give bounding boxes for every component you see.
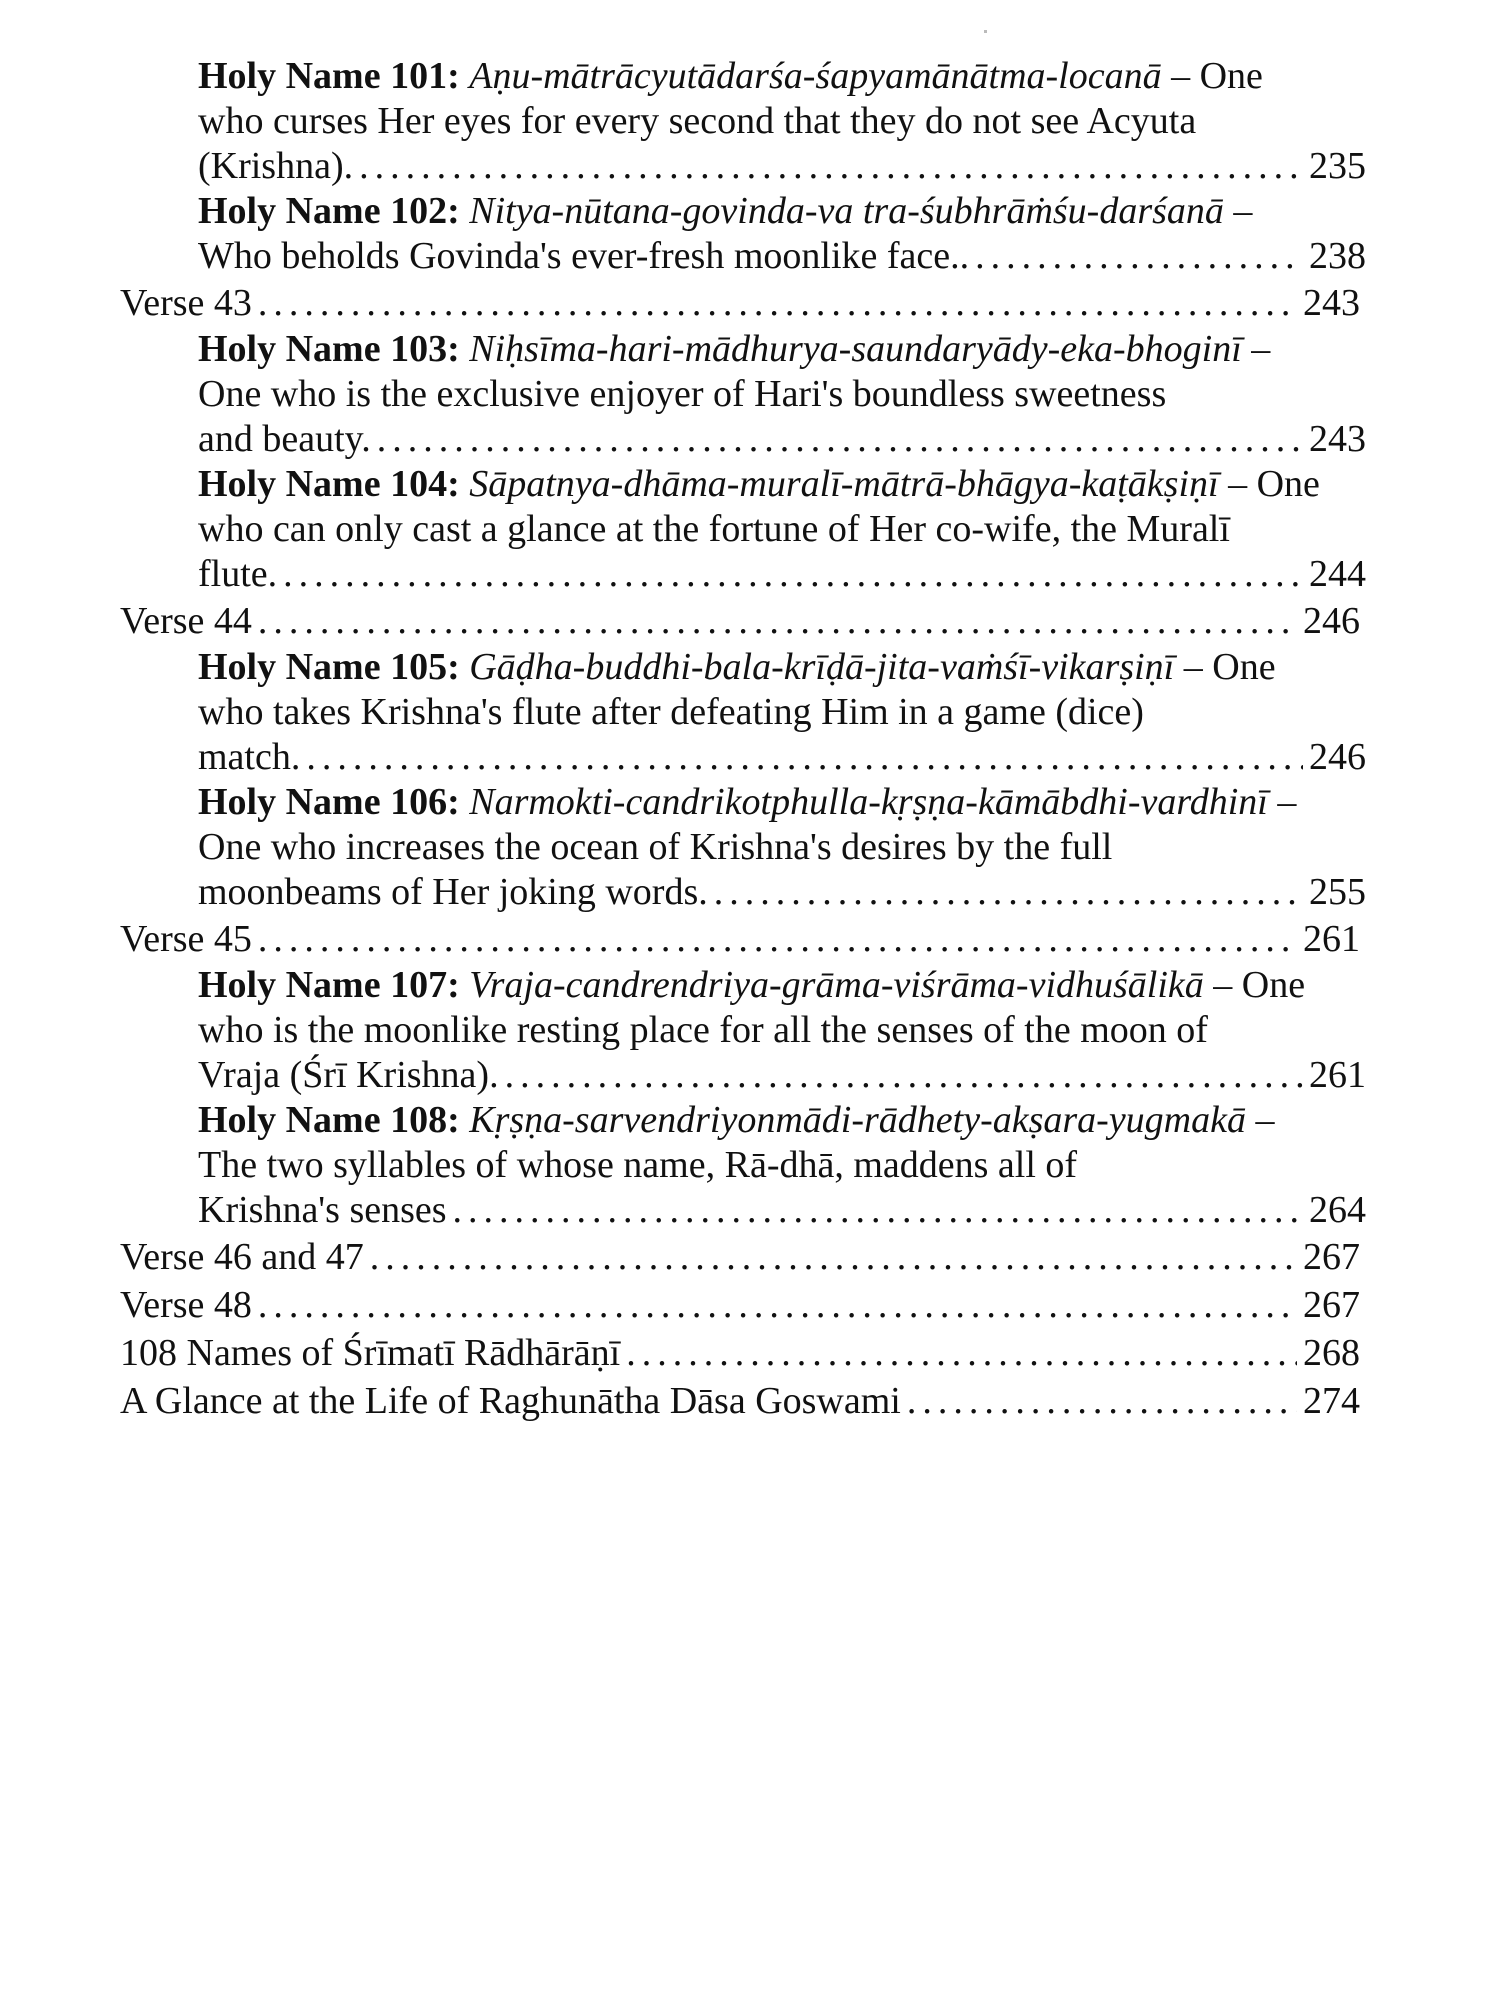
sanskrit-name: Gāḍha-buddhi-bala-krīḍā-jita-vaṁśī-vikarṣiṇī (469, 646, 1175, 688)
toc-holy-name-entry (120, 462, 1366, 597)
sanskrit-name: Kṛṣṇa-sarvendriyonmādi-rādhety-akṣara-yugmakā (469, 1099, 1246, 1141)
sanskrit-name: Vraja-candrendriya-grāma-viśrāma-vidhuśālikā (469, 964, 1204, 1006)
description-last-line: Vraja (Śrī Krishna). (198, 1054, 499, 1096)
holy-name-label: Holy Name 105: (198, 646, 460, 688)
dot-leader (907, 1377, 1297, 1425)
holy-name-label: Holy Name 107: (198, 964, 460, 1006)
description-line: – (1267, 781, 1297, 823)
page-number: 268 (1303, 1332, 1360, 1374)
sanskrit-name: Nitya-nūtana-govinda-va tra-śubhrāṁśu-darśanā (469, 190, 1224, 232)
dot-leader (258, 597, 1297, 645)
description-line: – One (1218, 463, 1320, 505)
toc-holy-name-entry (120, 189, 1366, 279)
dot-leader (453, 1188, 1303, 1233)
description-line: – One (1161, 55, 1263, 97)
dot-leader (626, 1329, 1297, 1377)
section-title: Verse 48 (120, 1284, 252, 1326)
toc-section-entry (120, 1329, 1360, 1377)
holy-name-label: Holy Name 102: (198, 190, 460, 232)
table-of-contents (120, 54, 1366, 1425)
description-line: – One (1203, 964, 1306, 1006)
page-number: 255 (1309, 871, 1366, 913)
toc-section-entry (120, 1281, 1360, 1329)
description-line: The two syllables of whose name, Rā-dhā, maddens all of (198, 1144, 1078, 1186)
dot-leader (258, 1281, 1297, 1329)
page-number: 267 (1303, 1236, 1360, 1278)
sanskrit-name: Sāpatnya-dhāma-muralī-mātrā-bhāgya-kaṭākṣiṇī (469, 463, 1219, 505)
toc-holy-name-entry (120, 963, 1366, 1098)
toc-section-entry (120, 597, 1360, 645)
page-number: 246 (1309, 736, 1366, 778)
page-number: 261 (1303, 918, 1360, 960)
sanskrit-name: Narmokti-candrikotphulla-kṛṣṇa-kāmābdhi-vardhinī (469, 781, 1268, 823)
dot-leader (377, 417, 1303, 462)
description-last-line: Krishna's senses (198, 1189, 447, 1231)
description-last-line: Who beholds Govinda's ever-fresh moonlike face.. (198, 235, 970, 277)
page-number: 267 (1303, 1284, 1360, 1326)
toc-holy-name-entry (120, 1098, 1366, 1233)
dot-leader (370, 1233, 1297, 1281)
page-number: 243 (1309, 418, 1366, 460)
section-title: Verse 43 (120, 282, 252, 324)
dot-leader (306, 735, 1303, 780)
toc-section-entry (120, 1233, 1360, 1281)
sanskrit-name: Aṇu-mātrācyutādarśa-śapyamānātma-locanā (469, 55, 1162, 97)
page-number: 238 (1309, 235, 1366, 277)
dot-leader (505, 1053, 1303, 1098)
dot-leader (258, 915, 1297, 963)
sanskrit-name: Niḥsīma-hari-mādhurya-saundaryādy-eka-bhoginī (469, 328, 1242, 370)
description-line: who can only cast a glance at the fortune of Her co-wife, the Muralī (198, 508, 1230, 550)
description-line: who takes Krishna's flute after defeating Him in a game (dice) (198, 691, 1144, 733)
holy-name-label: Holy Name 108: (198, 1099, 460, 1141)
page-number: 243 (1303, 282, 1360, 324)
description-line: – (1223, 190, 1253, 232)
description-last-line: flute. (198, 553, 278, 595)
dot-leader (975, 234, 1303, 279)
description-line: who is the moonlike resting place for all the senses of the moon of (198, 1009, 1208, 1051)
dot-leader (283, 552, 1303, 597)
page-number: 264 (1309, 1189, 1366, 1231)
description-last-line: match. (198, 736, 301, 778)
page-number: 235 (1309, 145, 1366, 187)
description-last-line: (Krishna). (198, 145, 354, 187)
toc-holy-name-entry (120, 54, 1366, 189)
section-title: 108 Names of Śrīmatī Rādhārāṇī (120, 1332, 621, 1374)
holy-name-label: Holy Name 103: (198, 328, 460, 370)
section-title: Verse 46 and 47 (120, 1236, 364, 1278)
dot-leader (258, 279, 1297, 327)
description-line: – (1246, 1099, 1275, 1141)
description-last-line: moonbeams of Her joking words. (198, 871, 708, 913)
section-title: Verse 44 (120, 600, 252, 642)
page-number: 274 (1303, 1380, 1360, 1422)
description-line: One who increases the ocean of Krishna's desires by the full (198, 826, 1113, 868)
holy-name-label: Holy Name 104: (198, 463, 460, 505)
section-title: A Glance at the Life of Raghunātha Dāsa Goswami (120, 1380, 901, 1422)
description-last-line: and beauty. (198, 418, 371, 460)
toc-holy-name-entry (120, 327, 1366, 462)
toc-section-entry (120, 1377, 1360, 1425)
section-title: Verse 45 (120, 918, 252, 960)
toc-section-entry (120, 915, 1360, 963)
description-line: who curses Her eyes for every second that they do not see Acyuta (198, 100, 1197, 142)
description-line: One who is the exclusive enjoyer of Hari's boundless sweetness (198, 373, 1167, 415)
dot-leader (359, 144, 1303, 189)
page-number: 244 (1309, 553, 1366, 595)
holy-name-label: Holy Name 106: (198, 781, 460, 823)
dot-leader (714, 870, 1303, 915)
toc-holy-name-entry (120, 645, 1366, 780)
toc-holy-name-entry (120, 780, 1366, 915)
description-line: – (1241, 328, 1271, 370)
page-number: 261 (1309, 1054, 1366, 1096)
page-number: 246 (1303, 600, 1360, 642)
scan-speck (984, 30, 987, 33)
description-line: – One (1174, 646, 1276, 688)
toc-section-entry (120, 279, 1360, 327)
holy-name-label: Holy Name 101: (198, 55, 460, 97)
